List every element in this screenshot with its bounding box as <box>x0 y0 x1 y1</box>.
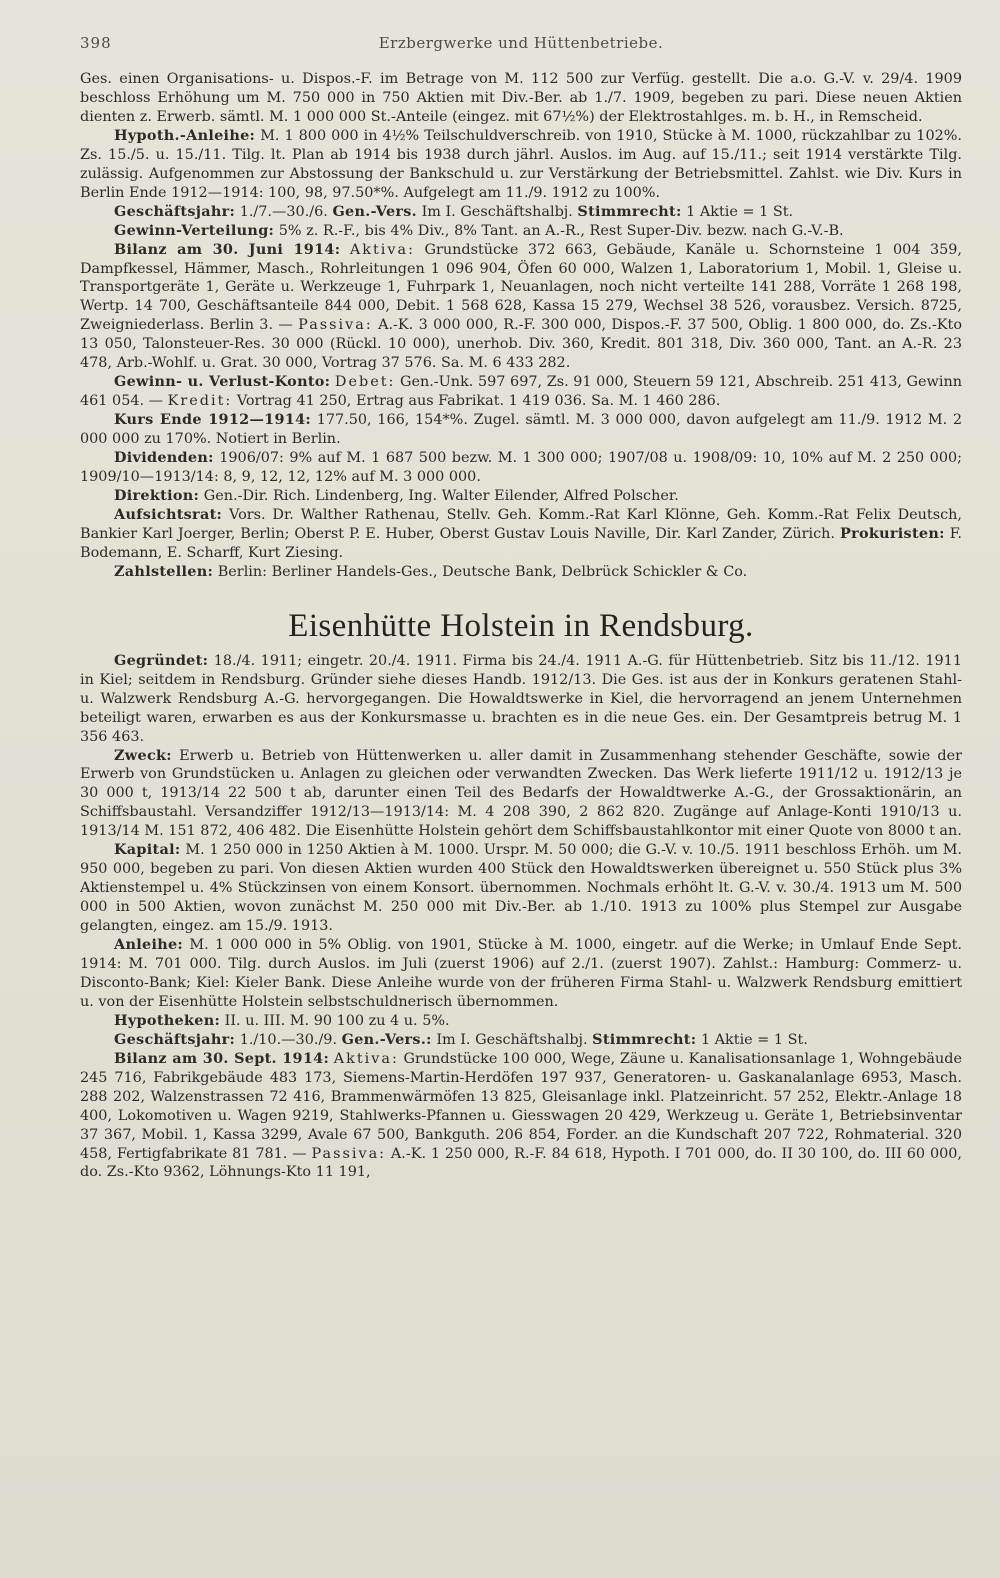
label-dividenden: Dividenden: <box>114 449 214 467</box>
text-bilanz-aktiva: Grundstücke 372 663, Gebäude, Kanäle u. Schornsteine 1 004 359, Dampfkessel, Hämmer, Masch., Rohrleitungen 1 096 904, Öfen 60 000, Walzen 1, Laboratorium 1, Mobil. 1, Gleise u. Transportgeräte 1, Geräte u. Werkzeuge 1, Fuhrpark 1, Neuanlagen, noch nicht verteilte 141 288, Vorräte 1 268 198, Wertp. 14 700, Geschäftsanteile 844 000, Debit. 1 568 628, Kassa 15 279, Wechsel 38 526, vorausbez. Versich. 8725, Zweigniederlass. Berlin 3. — <box>80 241 962 334</box>
paragraph-zweck <box>80 747 962 842</box>
paragraph-gewinn <box>80 222 962 241</box>
running-title: Erzbergwerke und Hüttenbetriebe. <box>378 34 664 52</box>
intro-text: Ges. einen Organisations- u. Dispos.-F. im Betrage von M. 112 500 zur Verfüg. gestellt. Die a.o. G.-V. v. 29/4. 1909 beschloss Erhöhung um M. 750 000 in 750 Aktien mit Div.-Ber. ab 1./7. 1909, begeben zu pari. Diese neuen Aktien dienten z. Erwerb. sämtl. M. 1 000 000 St.-Anteile (eingez. mit 67½%) der Elektrostahlges. m. b. H., in Remscheid. <box>80 71 962 125</box>
text-gewinn: 5% z. R.-F., bis 4% Div., 8% Tant. an A.-R., Rest Super-Div. bezw. nach G.-V.-B. <box>278 222 844 239</box>
label-bilanz-2: Bilanz am 30. Sept. 1914: <box>114 1049 330 1067</box>
label-geschaeftsjahr-2: Geschäftsjahr: <box>114 1030 236 1048</box>
word-aktiva: Aktiva: <box>349 241 415 258</box>
paragraph-hypothek <box>80 127 962 203</box>
word-passiva-2: Passiva: <box>311 1145 387 1162</box>
text-hypothek: M. 1 800 000 in 4½% Teilschuldverschreib. von 1910, Stücke à M. 1000, rückzahlbar zu 102%. Zs. 15./5. u. 15./11. Tilg. lt. Plan ab 1914 bis 1938 durch jährl. Auslos. im Aug. auf 15./11.; seit 1914 verstärkte Tilg. zulässig. Aufgenommen zur Abstossung der Bankschuld u. zur Verstärkung der Betriebsmittel. Zahlst. wie Div. Kurs in Berlin Ende 1912—1914: 100, 98, 97.50*%. Aufgelegt am 11./9. 1912 zu 100%. <box>80 127 963 201</box>
text-gegruendet: 18./4. 1911; eingetr. 20./4. 1911. Firma bis 24./4. 1911 A.-G. für Hüttenbetrieb. Sitz bis 11./12. 1911 in Kiel; seitdem in Rendsburg. Gründer siehe dieses Handb. 1912/13. Die Ges. ist aus der in Konkurs geratenen Stahl- u. Walzwerk Rendsburg A.-G. hervorgegangen. Die Howaldtswerke in Kiel, die hervorragend an jenem Unternehmen beteiligt waren, erwarben es aus der Konkursmasse u. brachten es in die neue Ges. ein. Der Gesamtpreis betrug M. 1 356 463. <box>80 652 962 745</box>
label-genvers-2: Gen.-Vers.: <box>341 1030 432 1048</box>
text-zahlstellen: Berlin: Berliner Handels-Ges., Deutsche Bank, Delbrück Schickler & Co. <box>217 563 748 580</box>
page-number: 398 <box>80 34 112 52</box>
label-kapital: Kapital: <box>114 841 181 859</box>
word-passiva: Passiva: <box>298 317 373 334</box>
paragraph-gegruendet <box>80 652 962 747</box>
paragraph-geschaeftsjahr <box>80 203 962 222</box>
label-direktion: Direktion: <box>114 486 200 504</box>
word-debet: Debet: <box>334 374 396 391</box>
text-guv-debet: Gen.-Unk. 597 697, Zs. 91 000, Steuern 59 121, Abschreib. 251 413, Gewinn 461 054. — <box>80 374 962 410</box>
label-geschaeftsjahr: Geschäftsjahr: <box>114 202 236 220</box>
paragraph-kurs <box>80 411 962 449</box>
paragraph-bilanz-2 <box>80 1050 962 1183</box>
text-kurs: 177.50, 166, 154*%. Zugel. sämtl. M. 3 000 000, davon aufgelegt am 11./9. 1912 M. 2 000 000 zu 170%. Notiert in Berlin. <box>80 412 962 448</box>
paragraph-bilanz <box>80 241 962 374</box>
paragraph-dividenden <box>80 449 962 487</box>
paragraph-intro <box>80 70 962 127</box>
text-aufsichtsrat: Vors. Dr. Walther Rathenau, Stellv. Geh. Komm.-Rat Karl Klönne, Geh. Komm.-Rat Felix Deutsch, Bankier Karl Joerger, Berlin; Oberst P. E. Huber, Oberst Gustav Louis Naville, Dir. Karl Zander, Zürich. <box>80 506 962 542</box>
label-guv: Gewinn- u. Verlust-Konto: <box>114 373 331 391</box>
text-guv-kredit: Vortrag 41 250, Ertrag aus Fabrikat. 1 419 036. Sa. M. 1 460 286. <box>236 393 721 410</box>
word-aktiva-2: Aktiva: <box>333 1050 399 1067</box>
paragraph-kapital <box>80 841 962 936</box>
text-bilanz-aktiva-2: Grundstücke 100 000, Wege, Zäune u. Kanalisationsanlage 1, Wohngebäude 245 716, Fabrikgebäude 483 173, Siemens-Martin-Herdöfen 197 937, Generatoren- u. Gaskanalanlage 6953, Masch. 288 202, Walzenstrassen 72 416, Brammenwärmöfen 13 825, Gleisanlage inkl. Platzeinricht. 57 252, Elektr.-Anlage 18 400, Lokomotiven u. Wagen 9219, Stahlwerks-Pfannen u. Giesswagen 20 429, Werkzeug u. Geräte 1, Betriebsinventar 37 367, Mobil. 1, Kassa 3299, Avale 67 500, Bankguth. 206 854, Forder. an die Kundschaft 207 722, Rohmaterial. 320 458, Fertigfabrikate 81 781. — <box>80 1050 962 1162</box>
label-stimmrecht: Stimmrecht: <box>577 202 682 220</box>
label-stimmrecht-2: Stimmrecht: <box>592 1030 697 1048</box>
label-hypothek: Hypoth.-Anleihe: <box>114 126 256 144</box>
paragraph-anleihe <box>80 936 962 1012</box>
label-bilanz: Bilanz am 30. Juni 1914: <box>114 240 341 258</box>
label-aufsichtsrat: Aufsichtsrat: <box>114 505 223 523</box>
paragraph-geschaeftsjahr-2 <box>80 1031 962 1050</box>
text-hypotheken: II. u. III. M. 90 100 zu 4 u. 5%. <box>224 1012 450 1029</box>
text-genvers-2: Im I. Geschäftshalbj. <box>436 1031 588 1048</box>
text-geschaeftsjahr-2: 1./10.—30./9. <box>239 1031 338 1048</box>
label-anleihe: Anleihe: <box>114 936 184 954</box>
text-kapital: M. 1 250 000 in 1250 Aktien à M. 1000. Urspr. M. 50 000; die G.-V. v. 10./5. 1911 beschloss Erhöh. um M. 950 000, begeben zu pari. Von diesen Aktien wurden 400 Stück den Howaldtswerken übereignet u. 550 Stück plus 3% Aktienstempel u. 4% Stückzinsen von einem Konsort. übernommen. Nochmals erhöht lt. G.-V. v. 30./4. 1913 um M. 500 000 in 500 Aktien, wovon zunächst M. 250 000 mit Div.-Ber. ab 1./10. 1913 zu 100% plus Stempel zur Ausgabe gelangten, eingez. am 15./9. 1913. <box>80 842 963 935</box>
text-bilanz-passiva: A.-K. 3 000 000, R.-F. 300 000, Dispos.-F. 37 500, Oblig. 1 800 000, do. Zs.-Kto 13 050, Talonsteuer-Res. 30 000 (Rückl. 10 000), unerhob. Div. 360, Kredit. 801 318, Div. 360 000, Tant. an A.-R. 23 478, Arb.-Wohlf. u. Grat. 30 000, Vortrag 37 576. Sa. M. 6 433 282. <box>80 317 963 372</box>
text-bilanz-passiva-2: A.-K. 1 250 000, R.-F. 84 618, Hypoth. I 701 000, do. II 30 100, do. III 60 000, do. Zs.-Kto 9362, Löhnungs-Kto 11 191, <box>80 1145 962 1181</box>
paragraph-aufsichtsrat <box>80 506 962 563</box>
text-dividenden: 1906/07: 9% auf M. 1 687 500 bezw. M. 1 300 000; 1907/08 u. 1908/09: 10, 10% auf M. 2 250 000; 1909/10—1913/14: 8, 9, 12, 12, 12% auf M. 3 000 000. <box>80 450 962 486</box>
label-prokuristen: Prokuristen: <box>839 524 945 542</box>
text-prokuristen: F. Bodemann, E. Scharff, Kurt Ziesing. <box>80 525 963 561</box>
paragraph-direktion <box>80 487 962 506</box>
label-kurs: Kurs Ende 1912—1914: <box>114 411 312 429</box>
paragraph-guv <box>80 373 962 411</box>
text-genvers: Im I. Geschäftshalbj. <box>421 203 573 220</box>
word-kredit: Kredit: <box>167 393 233 410</box>
page-content <box>80 70 962 1182</box>
text-stimmrecht-2: 1 Aktie = 1 St. <box>700 1031 808 1048</box>
running-header <box>80 30 962 62</box>
label-hypotheken: Hypotheken: <box>114 1011 221 1029</box>
label-zweck: Zweck: <box>114 746 172 764</box>
text-direktion: Gen.-Dir. Rich. Lindenberg, Ing. Walter Eilender, Alfred Polscher. <box>203 487 679 504</box>
text-stimmrecht: 1 Aktie = 1 St. <box>686 203 794 220</box>
label-genvers: Gen.-Vers. <box>332 202 417 220</box>
company-title: Eisenhütte Holstein in Rendsburg. <box>288 607 754 644</box>
text-zweck: Erwerb u. Betrieb von Hüttenwerken u. aller damit in Zusammenhang stehender Geschäfte, sowie der Erwerb von Grundstücken u. Anlagen zu gleichen oder verwandten Zwecken. Das Werk lieferte 1911/12 u. 1912/13 je 30 000 t, 1913/14 22 500 t ab, darunter einen Teil des Bedarfs der Howaldtwerke A.-G., der Grossaktionärin, an Schiffsbaustahl. Versandziffer 1912/13—1913/14: M. 4 208 390, 2 862 820. Zugänge auf Anlage-Konti 1910/13 u. 1913/14 M. 151 872, 406 482. Die Eisenhütte Holstein gehört dem Schiffsbaustahlkontor mit einer Quote von 8000 t an. <box>80 747 962 840</box>
label-gegruendet: Gegründet: <box>114 651 209 669</box>
label-zahlstellen: Zahlstellen: <box>114 562 214 580</box>
paragraph-hypotheken <box>80 1012 962 1031</box>
text-geschaeftsjahr: 1./7.—30./6. <box>239 203 328 220</box>
paragraph-zahlstellen <box>80 563 962 582</box>
text-anleihe: M. 1 000 000 in 5% Oblig. von 1901, Stücke à M. 1000, eingetr. auf die Werke; in Umlauf Ende Sept. 1914: M. 701 000. Tilg. durch Auslos. im Juli (zuerst 1906) auf 2./1. (zuerst 1907). Zahlst.: Hamburg: Commerz- u. Disconto-Bank; Kiel: Kieler Bank. Diese Anleihe wurde von der früheren Firma Stahl- u. Walzwerk Rendsburg emittiert u. von der Eisenhütte Holstein selbstschuldnerisch übernommen. <box>80 937 962 1010</box>
label-gewinn: Gewinn-Verteilung: <box>114 221 275 239</box>
